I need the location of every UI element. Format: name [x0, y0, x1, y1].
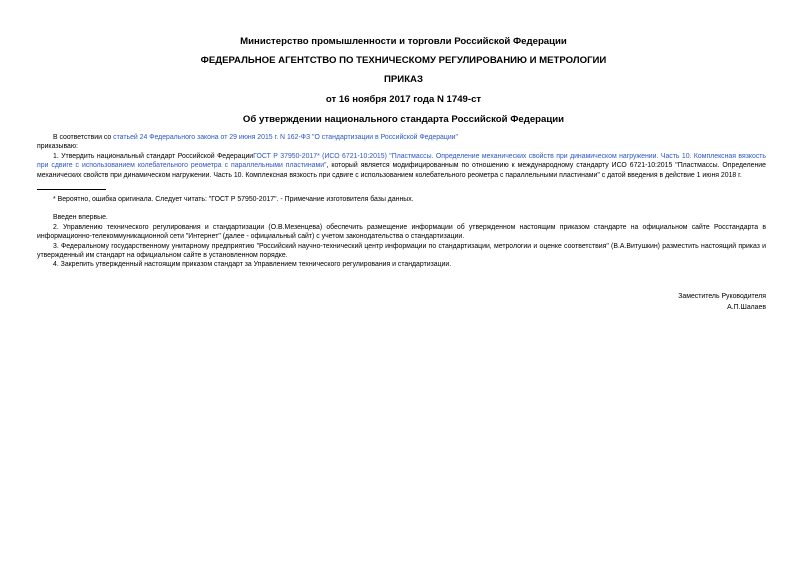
- law-link[interactable]: статьей 24 Федерального закона от 29 июня 2015 г. N 162-ФЗ "О стандартизации в Российской Федерации": [113, 134, 458, 141]
- order-date: от 16 ноября 2017 года N 1749-ст: [325, 94, 482, 105]
- order-subject: Об утверждении национального стандарта Российской Федерации: [242, 114, 565, 125]
- item-3-paragraph: 3. Федеральному государственному унитарному предприятию "Российский научно-технический центр информации по стандартизации, метрологии и оценке соответствия" (В.А.Витушкин) разместить настоящий приказ и утвержденный им стандарт на официальном сайте в установленном порядке.: [37, 242, 766, 260]
- ministry-heading: Министерство промышленности и торговли Российской Федерации: [240, 36, 567, 47]
- order-heading: ПРИКАЗ: [384, 74, 423, 85]
- document-body: [37, 133, 766, 270]
- agency-heading: ФЕДЕРАЛЬНОЕ АГЕНТСТВО ПО ТЕХНИЧЕСКОМУ РЕГУЛИРОВАНИЮ И МЕТРОЛОГИИ: [200, 55, 607, 66]
- preamble-paragraph: [37, 133, 766, 142]
- signature-block: [678, 292, 766, 313]
- footnote: * Вероятно, ошибка оригинала. Следует читать: "ГОСТ Р 57950-2017". - Примечание изготовителя базы данных.: [53, 196, 414, 204]
- item-4-paragraph: 4. Закрепить утвержденный настоящим приказом стандарт за Управлением технического регулирования и стандартизации.: [53, 261, 452, 269]
- order-verb: приказываю:: [37, 143, 78, 151]
- signer-name: А.П.Шалаев: [727, 303, 766, 311]
- item-1-paragraph: [37, 152, 766, 180]
- item-1-text: 1. Утвердить национальный стандарт Российской Федерации: [53, 152, 254, 160]
- footnote-divider: [37, 189, 106, 190]
- introduced-note: Введен впервые.: [53, 214, 108, 222]
- preamble-text: В соответствии со: [53, 134, 114, 141]
- spacer: [37, 204, 766, 213]
- standard-link[interactable]: ГОСТ Р 37950-2017* (ИСО 6721-10:2015) "Пластмассы. Определение механических свойств при динамическом нагружении. Часть 10. Комплексная вязкость при сдвиге с использованием колебательного реометра с параллельными пластинами": [37, 152, 767, 170]
- item-2-paragraph: 2. Управлению технического регулирования и стандартизации (О.В.Мезенцева) обеспечить размещение информации об утвержденном настоящим приказом стандарте на официальном сайте Росстандарта в информационно-телекоммуникационной сети "Интернет" (далее - официальный сайт) с учетом законодательства о стандартизации.: [37, 223, 766, 241]
- item-1-continuation: , который является модифицированным по отношению к международному стандарту ИСО 6721-10:2015 "Пластмассы. Определение механических свойств при динамическом нагружении. Часть 10. Комплексная вязкость при сдвиге с использованием колебательного реометра с параллельными пластинами" с датой введения в действие 1 июня 2018 г.: [37, 162, 766, 179]
- signer-position: Заместитель Руководителя: [678, 293, 766, 300]
